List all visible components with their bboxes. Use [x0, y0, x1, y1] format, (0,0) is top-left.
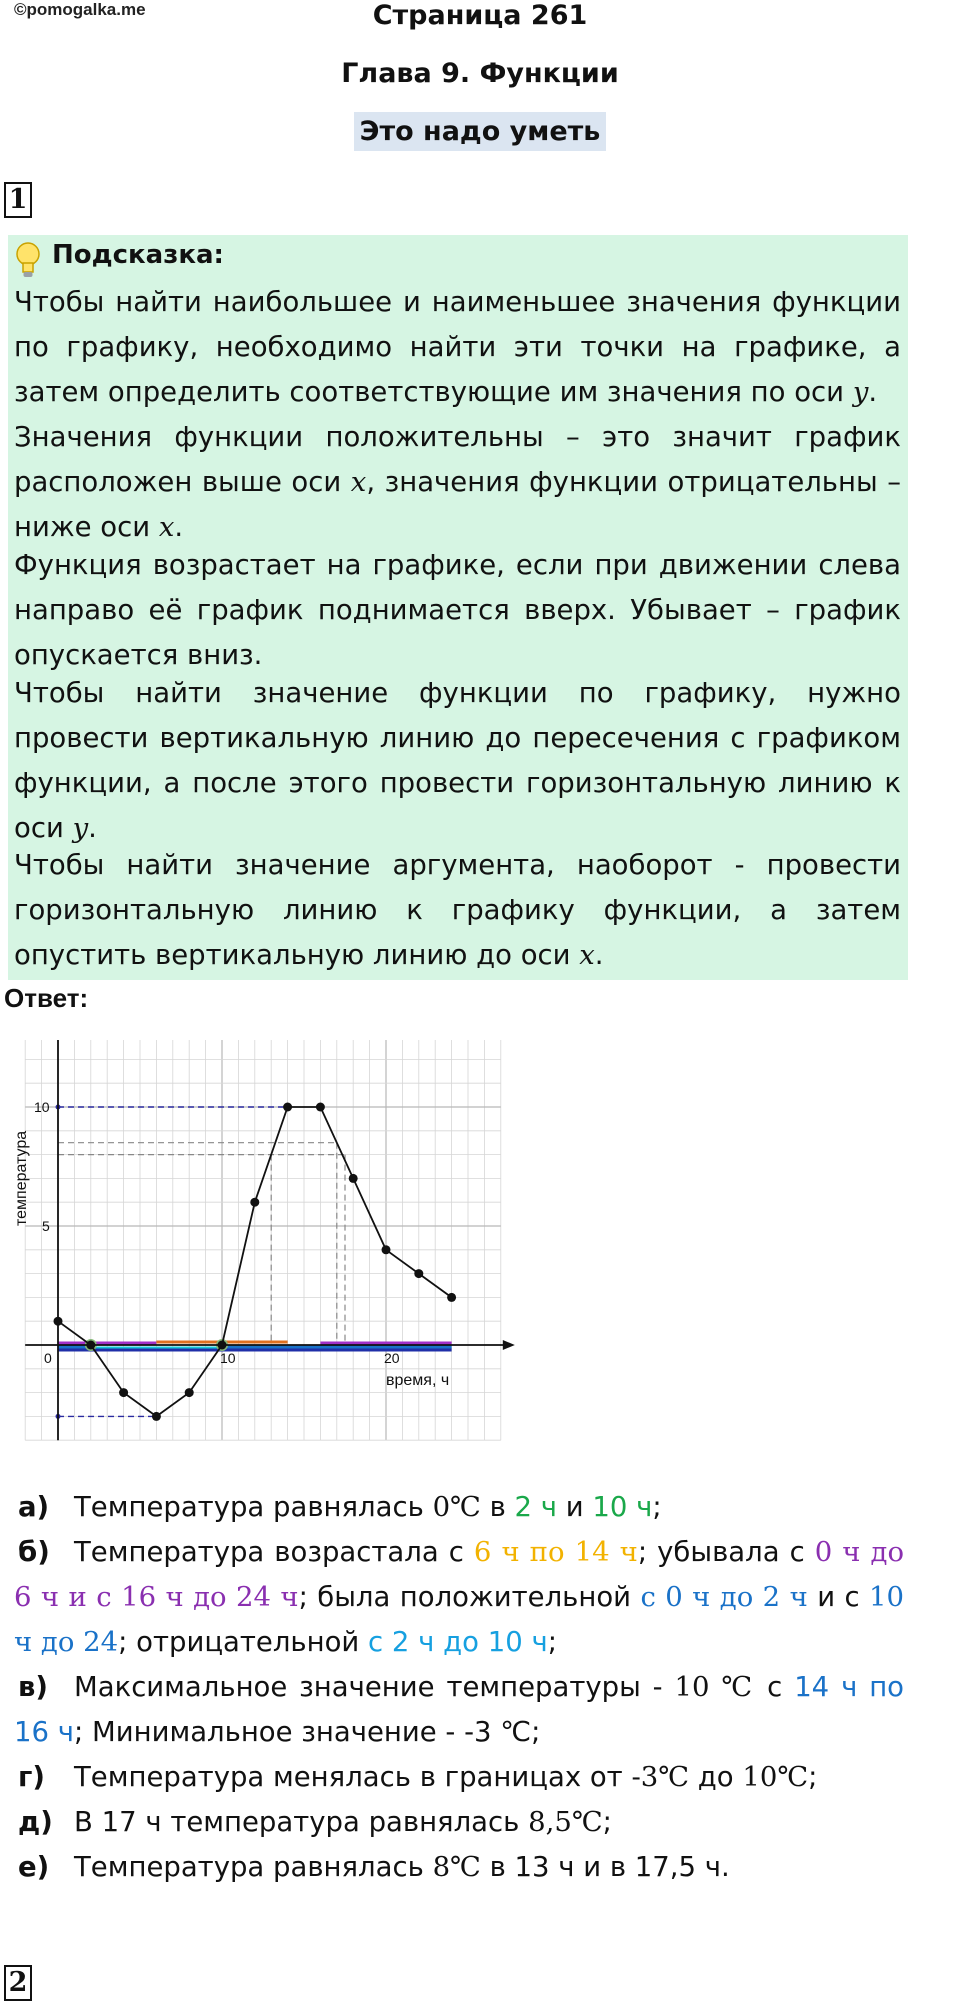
- hint-paragraph-4: Чтобы найти значение функции по графику, нужно провести вертикальную линию до пересечения с графиком функции, а после этого провести горизонтальную линию к оси y.: [14, 677, 901, 844]
- data-point: [185, 1388, 194, 1397]
- section-title: Это надо уметь: [354, 112, 607, 151]
- hint-title: Подсказка:: [52, 240, 224, 270]
- hint-paragraph-2: Значения функции положительны – это значит график расположен выше оси x, значения функции отрицательны – ниже оси x.: [14, 421, 902, 543]
- x-axis-label: время, ч: [386, 1372, 450, 1389]
- x-tick-label: 20: [384, 1350, 400, 1366]
- data-point: [283, 1103, 292, 1112]
- task-number-2: 2: [4, 1965, 32, 2001]
- hint-paragraph-5: Чтобы найти значение аргумента, наоборот - провести горизонтальную линию к графику функции, а затем опустить вертикальную линию до оси x.: [14, 849, 901, 971]
- task-number-1: 1: [4, 182, 32, 218]
- data-point: [119, 1388, 128, 1397]
- data-point: [152, 1412, 161, 1421]
- answer-d: г) Температура менялась в границах от -3℃ до 10℃;: [18, 1761, 818, 1793]
- data-point: [414, 1269, 423, 1278]
- data-point: [382, 1245, 391, 1254]
- hint-paragraph-3: Функция возрастает на графике, если при движении слева направо её график поднимается вверх. Убывает – график опускается вниз.: [14, 549, 901, 671]
- answer-f: е) Температура равнялась 8℃ в 13 ч и в 17,5 ч.: [18, 1851, 730, 1883]
- y-axis-label: температура: [13, 1130, 30, 1226]
- section-title-wrap: [0, 112, 960, 151]
- data-point: [349, 1174, 358, 1183]
- answer-e: д) В 17 ч температура равнялась 8,5℃;: [18, 1806, 612, 1838]
- page-title: Страница 261: [372, 0, 588, 31]
- temperature-chart: [0, 1040, 520, 1460]
- y-tick-label: 10: [34, 1099, 50, 1115]
- data-point: [447, 1293, 456, 1302]
- chapter-title: Глава 9. Функции: [341, 58, 619, 89]
- data-point: [86, 1341, 95, 1350]
- data-point: [54, 1317, 63, 1326]
- answer-b: б) Температура возрастала с 6 ч по 14 ч; убывала с 0 ч до 6 ч и с 16 ч до 24 ч; была положительной с 0 ч до 2 ч и с 10 ч до 24; отрицательной с 2 ч до 10 ч;: [14, 1536, 905, 1658]
- y-tick-label: 5: [42, 1218, 50, 1234]
- x-tick-label: 0: [44, 1350, 52, 1366]
- answer-c: в) Максимальное значение температуры - 10 ℃ с 14 ч по 16 ч; Минимальное значение - -3 ℃;: [14, 1671, 905, 1748]
- answer-label: Ответ:: [4, 983, 89, 1013]
- data-point: [250, 1198, 259, 1207]
- data-point: [316, 1103, 325, 1112]
- x-axis-arrow: [503, 1340, 515, 1350]
- hint-paragraph-1: Чтобы найти наибольшее и наименьшее значения функции по графику, необходимо найти эти точки на графике, а затем определить соответствующие им значения по оси y.: [14, 286, 901, 408]
- answer-a: а) Температура равнялась 0℃ в 2 ч и 10 ч;: [18, 1491, 662, 1523]
- watermark: ©pomogalka.me: [14, 0, 146, 19]
- x-tick-label: 10: [220, 1350, 236, 1366]
- lightbulb-icon: [14, 240, 42, 280]
- data-point: [218, 1341, 227, 1350]
